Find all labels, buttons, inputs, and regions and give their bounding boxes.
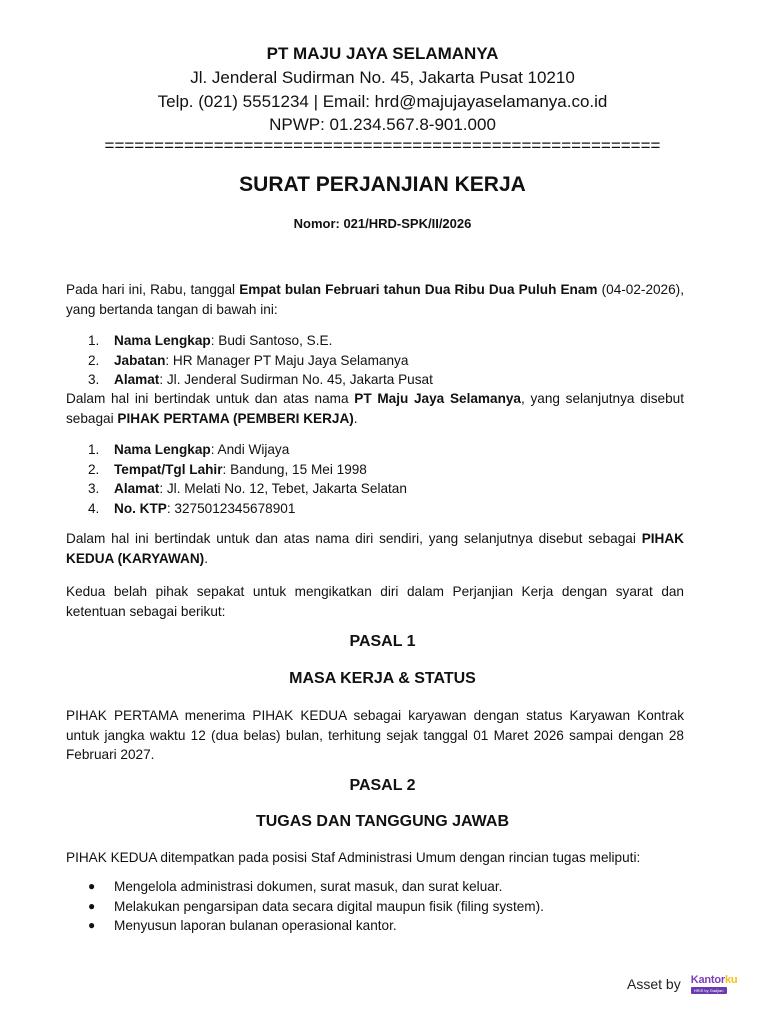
list-item (88, 351, 678, 371)
party1-statement (66, 389, 684, 428)
logo-main-text: Kantor (690, 974, 725, 986)
tasks-list (88, 877, 678, 936)
pasal1-heading: PASAL 1 (349, 633, 416, 650)
field-value: : Jl. Jenderal Sudirman No. 45, Jakarta Pusat (159, 372, 433, 387)
company-name: PT MAJU JAYA SELAMANYA (266, 44, 499, 63)
list-item (88, 440, 678, 460)
list-item (88, 460, 678, 480)
bullet-icon: ● (88, 918, 96, 932)
bullet-icon: ● (88, 879, 96, 893)
list-item (88, 479, 678, 499)
statement-end: . (204, 550, 208, 566)
list-item (88, 370, 678, 390)
field-value: : 3275012345678901 (166, 500, 296, 516)
list-number: 2. (88, 352, 100, 368)
logo-wordmark (691, 974, 738, 986)
list-item (88, 331, 678, 351)
intro-text: Pada hari ini, Rabu, tanggal (66, 282, 240, 297)
field-value: : HR Manager PT Maju Jaya Selamanya (165, 352, 409, 368)
intro-paragraph (66, 280, 684, 319)
watermark (627, 974, 737, 994)
task-text: Menyusun laporan bulanan operasional kantor. (114, 918, 397, 933)
letterhead-separator: ======================================================== (104, 136, 661, 155)
list-number: 3. (88, 372, 100, 387)
statement-text: Dalam hal ini bertindak untuk dan atas nama (66, 391, 355, 406)
task-text: Mengelola administrasi dokumen, surat masuk, dan surat keluar. (114, 879, 503, 894)
list-number: 2. (88, 461, 100, 477)
agreement-paragraph: Kedua belah pihak sepakat untuk mengikatkan diri dalam Perjanjian Kerja dengan syarat dan ketentuan sebagai berikut: (66, 584, 684, 619)
field-value: : Budi Santoso, S.E. (210, 333, 333, 348)
statement-text: Dalam hal ini bertindak untuk dan atas nama diri sendiri, yang selanjutnya disebut sebagai (66, 531, 642, 546)
intro-text-end: (04-02-2026), yang bertanda tangan di bawah ini: (66, 282, 684, 317)
field-label: No. KTP (114, 500, 167, 516)
field-label: Tempat/Tgl Lahir (114, 461, 223, 477)
statement-company: PT Maju Jaya Selamanya (354, 391, 521, 406)
party1-role: PIHAK PERTAMA (PEMBERI KERJA) (117, 410, 354, 426)
pasal2-text: PIHAK KEDUA ditempatkan pada posisi Staf Administrasi Umum dengan rincian tugas meliputi: (66, 850, 641, 865)
field-value: : Bandung, 15 Mei 1998 (222, 461, 367, 477)
statement-text: , yang selanjutnya disebut sebagai (66, 391, 684, 426)
field-value: : Jl. Melati No. 12, Tebet, Jakarta Selatan (159, 481, 407, 496)
pasal2-title: TUGAS DAN TANGGUNG JAWAB (255, 813, 510, 830)
list-item (88, 916, 678, 936)
task-text: Melakukan pengarsipan data secara digital maupun fisik (filing system). (114, 898, 544, 914)
company-contact: Telp. (021) 5551234 | Email: hrd@majujayaselamanya.co.id (157, 92, 608, 111)
list-number: 1. (88, 442, 100, 457)
pasal1-text: PIHAK PERTAMA menerima PIHAK KEDUA sebagai karyawan dengan status Karyawan Kontrak untuk jangka waktu 12 (dua belas) bulan, terhitung sejak tanggal 01 Maret 2026 sampai dengan 28 Februari 2027. (66, 708, 684, 762)
company-address: Jl. Jenderal Sudirman No. 45, Jakarta Pusat 10210 (190, 68, 575, 87)
field-value: : Andi Wijaya (210, 442, 290, 457)
party2-list (88, 440, 678, 518)
party1-list (88, 331, 678, 390)
pasal1-title: MASA KERJA & STATUS (289, 670, 476, 687)
list-item (88, 499, 678, 519)
list-number: 3. (88, 481, 100, 496)
field-label: Nama Lengkap (114, 333, 211, 348)
party2-statement (66, 529, 684, 568)
list-number: 4. (88, 500, 100, 516)
kantorku-logo (691, 974, 738, 994)
list-number: 1. (88, 333, 100, 348)
pasal2-heading: PASAL 2 (349, 777, 416, 794)
party2-role: PIHAK KEDUA (KARYAWAN) (66, 531, 684, 566)
document-number: Nomor: 021/HRD-SPK/II/2026 (293, 216, 472, 231)
field-label: Alamat (114, 372, 160, 387)
field-label: Jabatan (114, 352, 166, 368)
watermark-text: Asset by (627, 976, 681, 992)
list-item (88, 877, 678, 897)
logo-subtitle: HRIS by Gadjian (691, 987, 727, 994)
document-title: SURAT PERJANJIAN KERJA (239, 173, 526, 196)
company-npwp: NPWP: 01.234.567.8-901.000 (269, 115, 496, 134)
intro-date-words: Empat bulan Februari tahun Dua Ribu Dua Puluh Enam (239, 282, 598, 297)
bullet-icon: ● (88, 898, 96, 913)
field-label: Alamat (114, 481, 160, 496)
field-label: Nama Lengkap (114, 442, 211, 457)
list-item (88, 897, 678, 917)
logo-accent-text: ku (724, 974, 738, 986)
statement-end: . (353, 410, 358, 426)
